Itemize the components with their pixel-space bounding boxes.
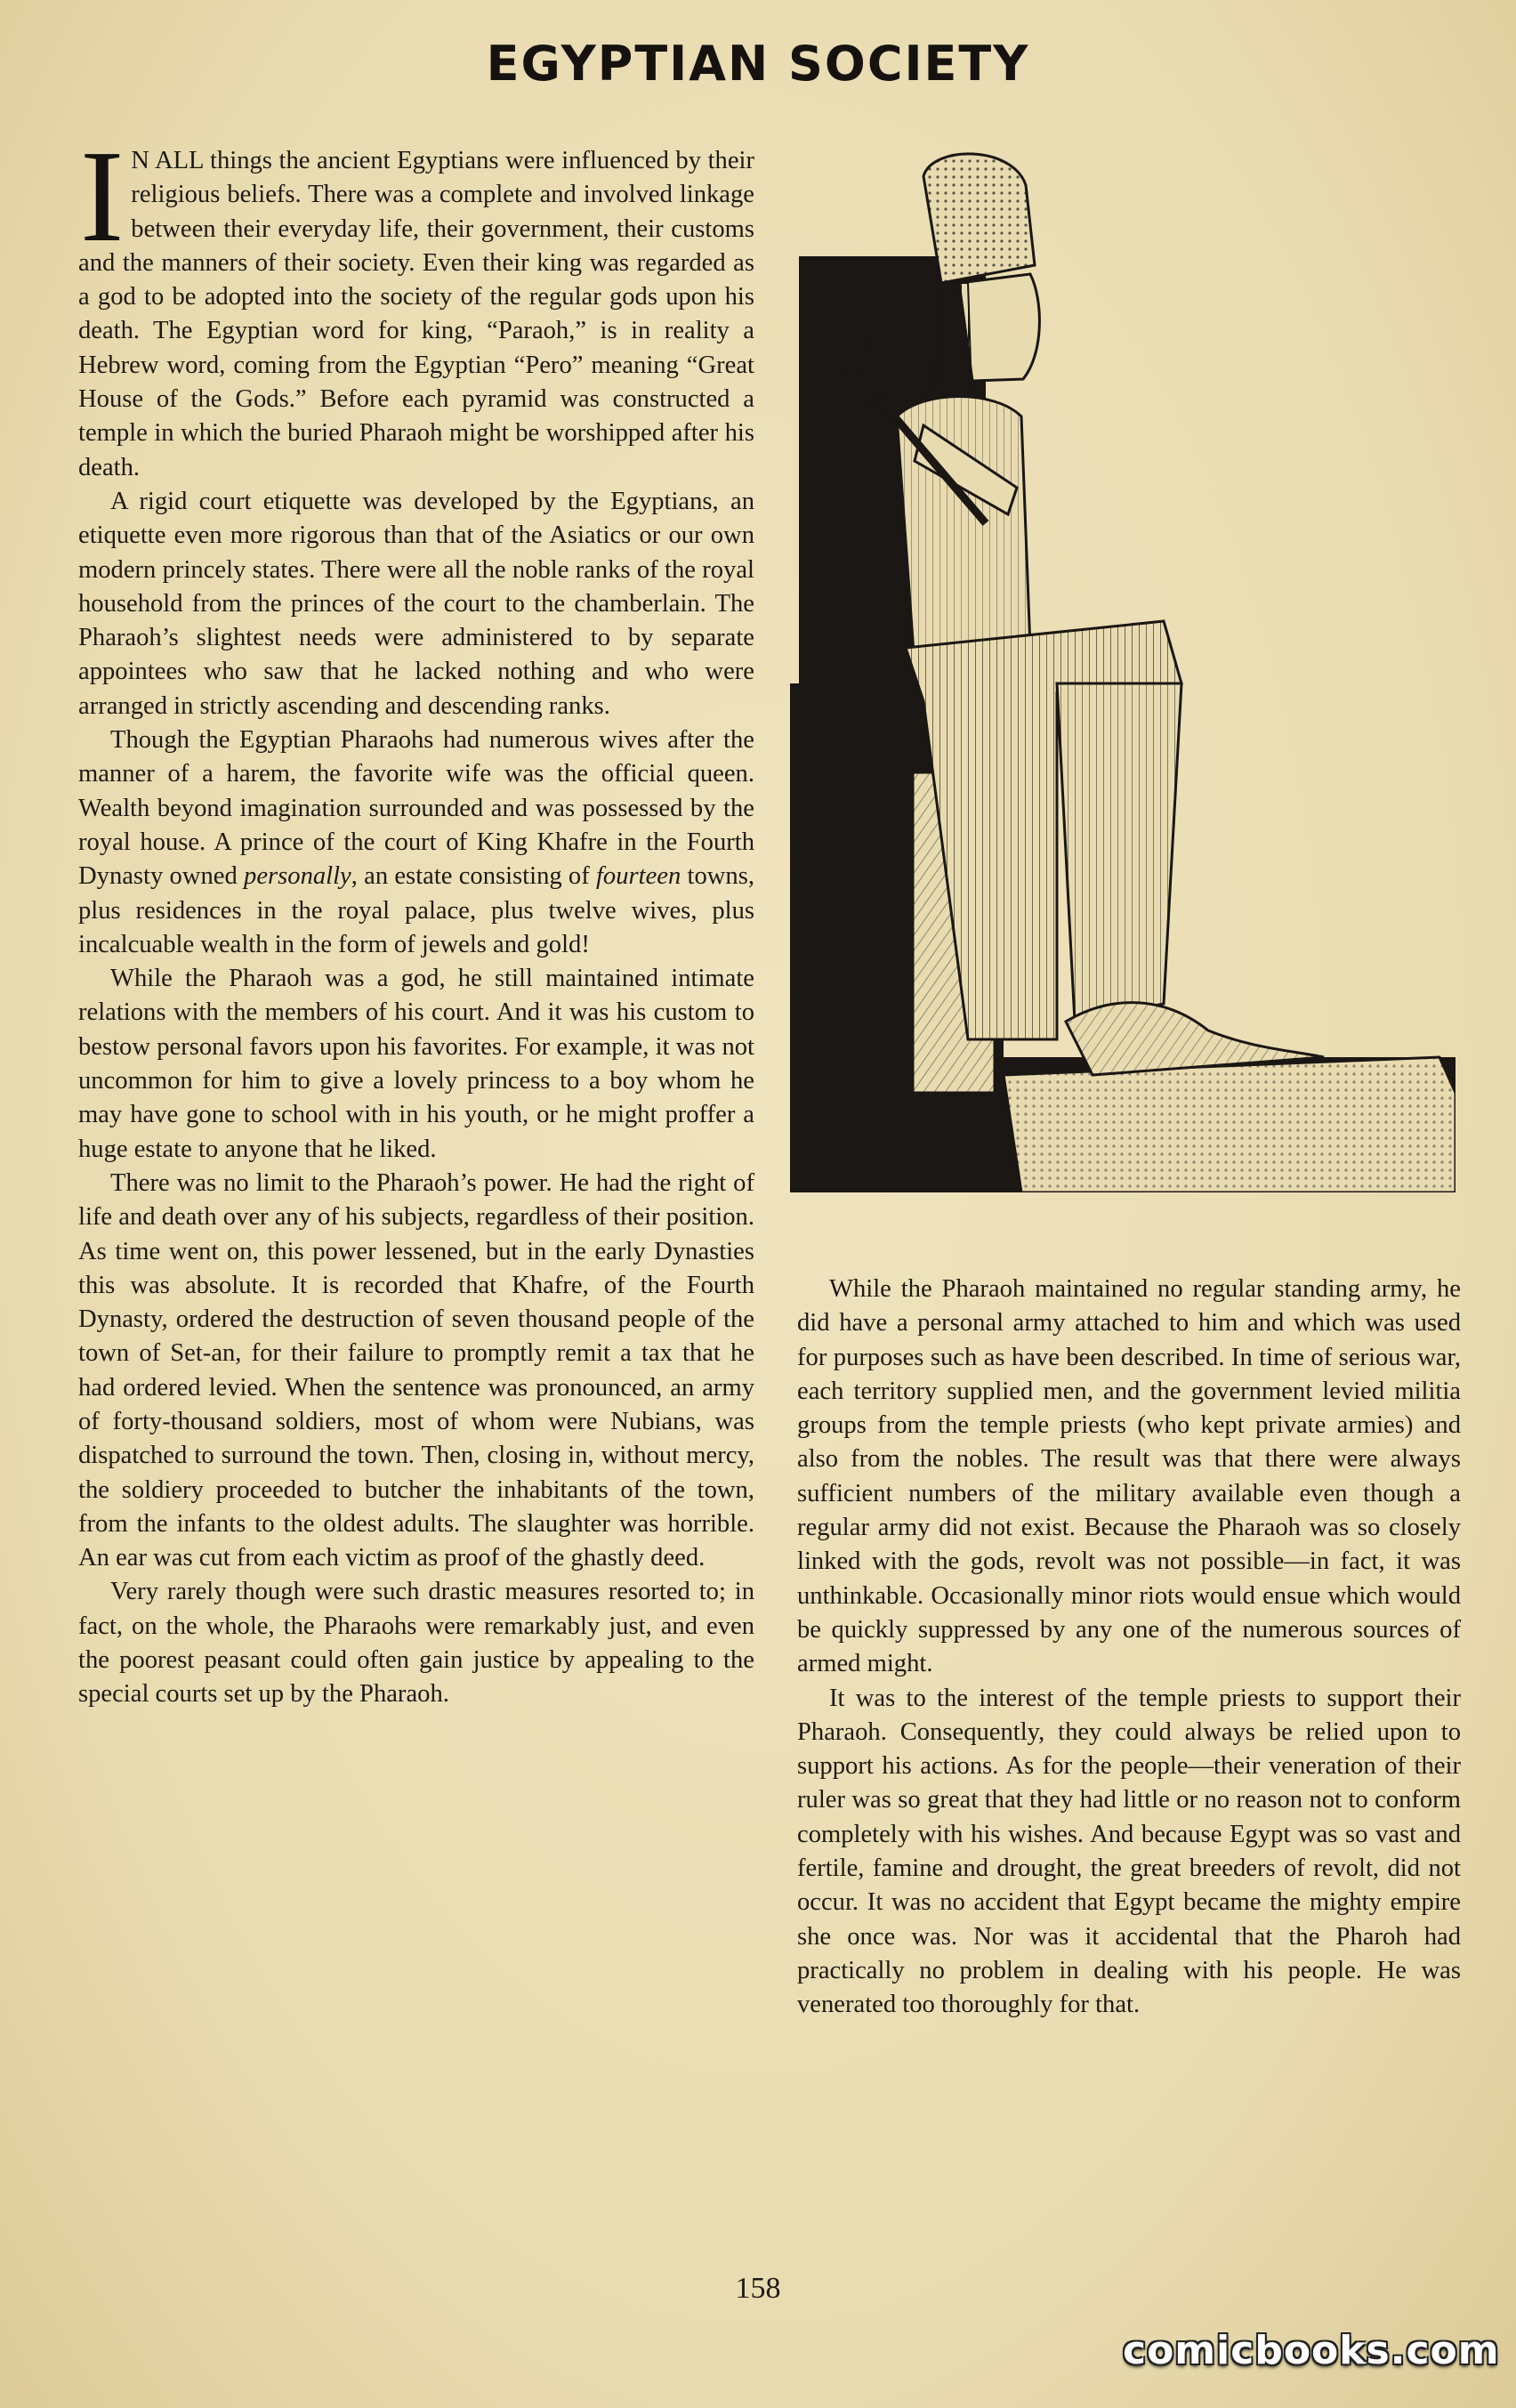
right-column <box>797 1273 1461 2023</box>
paragraph-6: Very rarely though were such drastic measures resorted to; in fact, on the whole, the Pharaohs were remarkably just, and even the poorest peasant could often gain justice by appealing to the special courts set up by the Pharaoh. <box>78 1578 754 1709</box>
paragraph-3-text-a: Though the Egyptian Pharaohs had numerous wives after the manner of a harem, the favorite wife was the official queen. Wealth beyond imagination surrounded and was possessed by the royal house. A prince of the court of King Khafre in the Fourth Dynasty owned <box>78 726 754 891</box>
paragraph-3 <box>78 723 754 962</box>
page-title: EGYPTIAN SOCIETY <box>486 36 1030 92</box>
page-number: 158 <box>735 2272 781 2305</box>
emphasis-personally: personally <box>244 862 351 891</box>
emphasis-fourteen: fourteen <box>595 862 681 891</box>
paragraph-1-text: N ALL things the ancient Egyptians were influenced by their religious beliefs. There was a complete and involved linkage between their everyday life, their government, their customs and the manners of their society. Even their king was regarded as a god to be adopted into the society of the regular gods upon his death. The Egyptian word for king, “Paraoh,” is in reality a Hebrew word, coming from the Egyptian “Pero” meaning “Great House of the Gods.” Before each pyramid was constructed a temple in which the buried Pharaoh might be worshipped after his death. <box>78 147 754 481</box>
paragraph-5: There was no limit to the Pharaoh’s power. He had the right of life and death over any of his subjects, regardless of their position. As time went on, this power lessened, but in the early Dynasties this was absolute. It is recorded that Khafre, of the Fourth Dynasty, ordered the destruction of seven thousand people of the town of Set-an, for their failure to promptly remit a tax that he had ordered levied. When the sentence was pronounced, an army of forty-thousand soldiers, most of whom were Nubians, was dispatched to surround the town. Then, closing in, without mercy, the soldiery proceeded to butcher the inhabitants of the town, from the infants to the oldest adults. The slaughter was horrible. An ear was cut from each victim as proof of the ghastly deed. <box>78 1168 754 1572</box>
paragraph-7: While the Pharaoh maintained no regular standing army, he did have a personal army attached to him and which was used for purposes such as have been described. In time of serious war, each territory supplied men, and the government levied militia groups from the temple priests (who kept private armies) and also from the nobles. The result was that there were always sufficient numbers of the military available even though a regular army did not exist. Because the Pharaoh was so closely linked with the gods, revolt was not possible—in fact, it was unthinkable. Occasionally minor riots would ensue which would be quickly suppressed by any one of the numerous sources of armed might. <box>797 1275 1461 1678</box>
drop-cap: I <box>80 124 125 270</box>
paragraph-3-text-b: , an estate consisting of <box>351 862 596 891</box>
paragraph-1 <box>78 124 754 485</box>
left-column <box>78 124 754 1712</box>
watermark-logo: comicbooks.com <box>1123 2328 1500 2373</box>
paragraph-4: While the Pharaoh was a god, he still maintained intimate relations with the members of his court. And it was his custom to bestow personal favors upon his favorites. For example, it was not uncommon for him to give a lovely princess to a boy whom he may have gone to school with in his youth, or he might proffer a huge estate to anyone that he liked. <box>78 965 754 1163</box>
pharaoh-statue-illustration <box>790 149 1456 1192</box>
paragraph-8: It was to the interest of the temple priests to support their Pharaoh. Consequently, they could always be relied upon to support his actions. As for the people—their veneration of their ruler was so great that they had little or no reason not to conform completely with his wishes. And because Egypt was so vast and fertile, famine and drought, the great breeders of revolt, did not occur. It was no accident that Egypt became the mighty empire she once was. Nor was it accidental that the Pharoh had practically no problem in dealing with his people. He was venerated too thoroughly for that. <box>797 1684 1461 2019</box>
paragraph-2: A rigid court etiquette was developed by the Egyptians, an etiquette even more rigorous than that of the Asiatics or our own modern princely states. There were all the noble ranks of the royal household from the princes of the court to the chamberlain. The Pharaoh’s slightest needs were administered to by separate appointees who saw that he lacked nothing and who were arranged in strictly ascending and descending ranks. <box>78 487 754 720</box>
paragraph-3-text-c: towns, plus residences in the royal palace, plus twelve wives, plus incalcuable wealth in the form of jewels and gold! <box>78 862 754 958</box>
